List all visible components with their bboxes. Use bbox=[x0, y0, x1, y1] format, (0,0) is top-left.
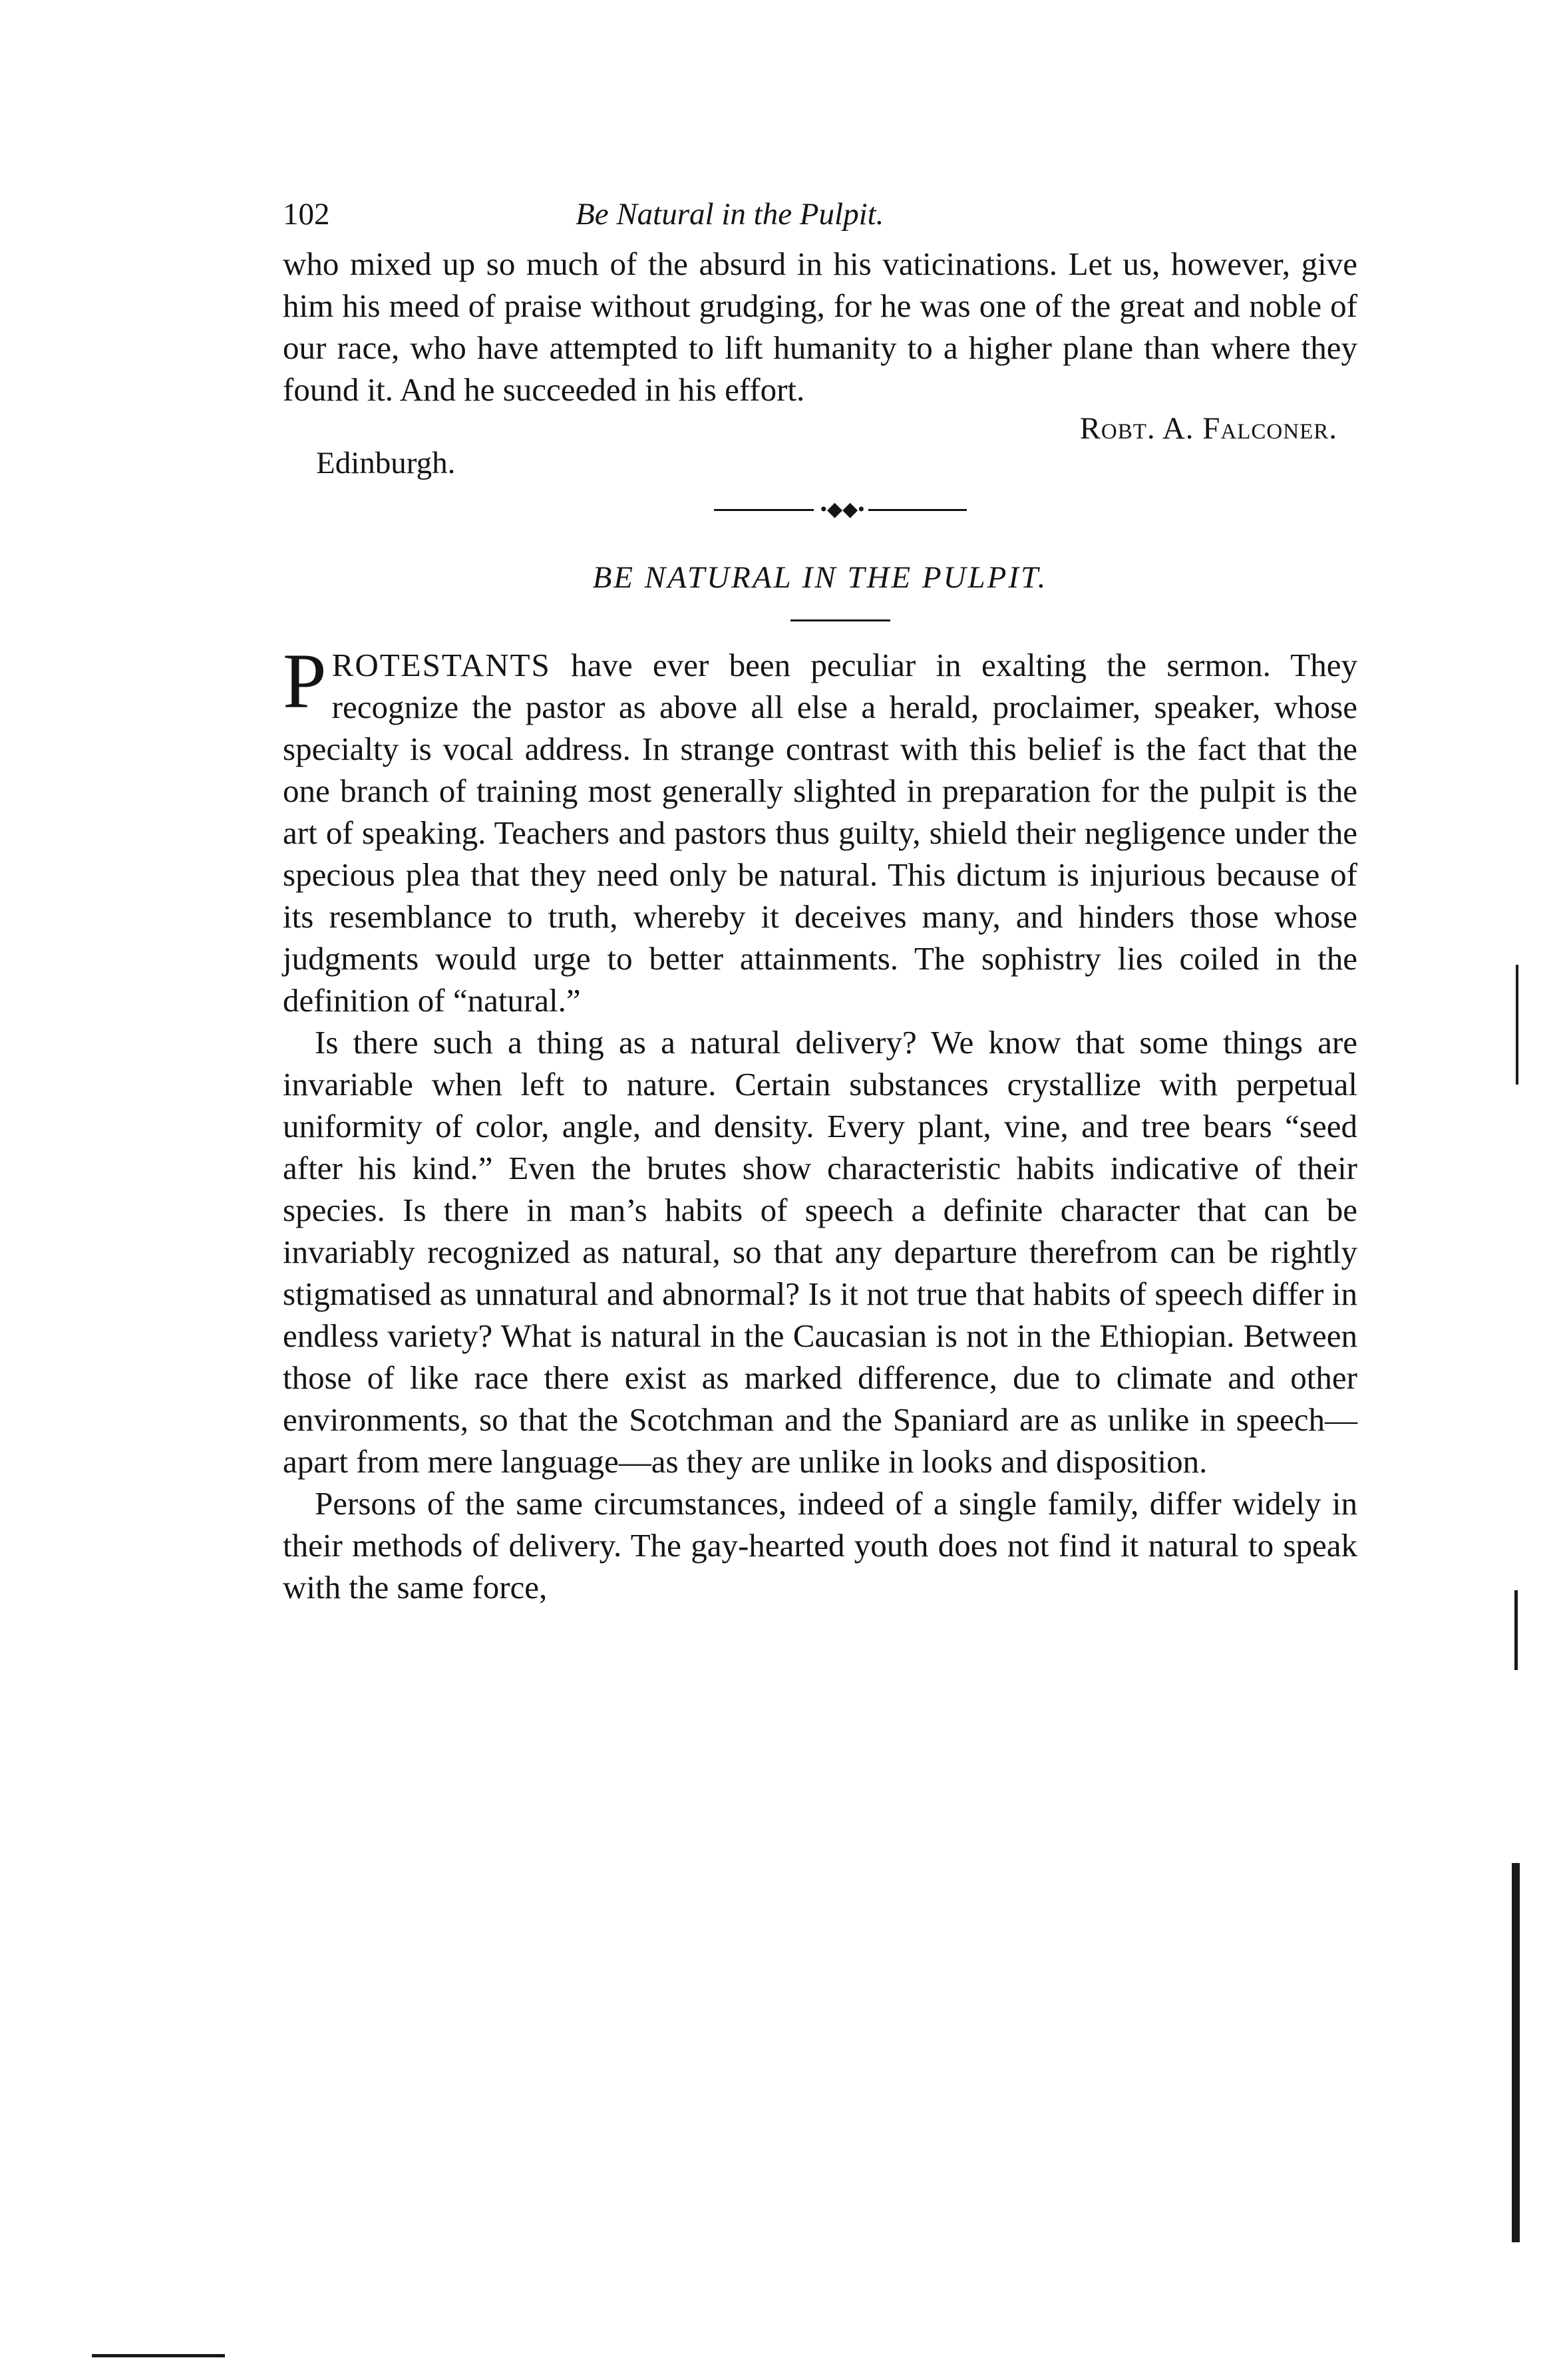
section-divider-ornament bbox=[714, 500, 967, 520]
running-header bbox=[283, 196, 1357, 243]
article-paragraph-2: Is there such a thing as a natural delivery? We know that some things are invariable when left to nature. Certain substances crystallize with perpetual uniformity of color, angle, and density. Every plant, vine, and tree bears “seed after his kind.” Even the brutes show characteristic habits indicative of their species. Is there in man’s habits of speech a definite character that can be invariably recognized as natural, so that any departure therefrom can be rightly stigmatised as unnatural and abnormal? Is it not true that habits of speech differ in endless variety? What is natural in the Caucasian is not in the Ethiopian. Between those of like race there exist as marked difference, due to climate and other environments, so that the Scotchman and the Spaniard are as unlike in speech—apart from mere language—as they are unlike in looks and disposition. bbox=[283, 1024, 1357, 1480]
article-body bbox=[283, 637, 1357, 1608]
right-margin-rule-lower bbox=[1512, 1863, 1520, 2242]
page-number: 102 bbox=[283, 197, 330, 232]
previous-article-closing-paragraph: who mixed up so much of the absurd in his vaticinations. Let us, however, give him his meed of praise without grudging, for he was one of the great and noble of our race, who have attempted to lift humanity to a higher plane than where they found it. And he succeeded in his effort. bbox=[283, 246, 1357, 408]
ornament-center-glyph: •◆◆• bbox=[820, 498, 865, 520]
right-margin-rule-middle bbox=[1514, 1590, 1518, 1670]
title-rule bbox=[790, 619, 890, 621]
running-title: Be Natural in the Pulpit. bbox=[576, 197, 884, 232]
lead-caps: ROTESTANTS bbox=[331, 647, 551, 683]
right-margin-rule-upper bbox=[1516, 965, 1518, 1085]
bottom-left-rule bbox=[92, 2354, 225, 2357]
ornament-left-rule bbox=[714, 509, 814, 511]
book-page bbox=[283, 196, 1357, 1608]
author-signature: Robt. A. Falconer. bbox=[1079, 411, 1337, 446]
drop-cap: P bbox=[283, 637, 327, 725]
paragraph-1-text: have ever been peculiar in exalting the sermon. They recognize the pastor as above all else a herald, proclaimer, speaker, whose specialty is vocal address. In strange contrast with this belief is the fact that the one branch of training most generally slighted in preparation for the pulpit is the art of speaking. Teachers and pastors thus guilty, shield their negligence under the specious plea that they need only be natural. This dictum is injurious because of its resemblance to truth, whereby it deceives many, and hinders those whose judgments would urge to better attainments. The sophistry lies coiled in the definition of “natural.” bbox=[283, 647, 1357, 1019]
signature-block bbox=[283, 411, 1357, 497]
article-paragraph-3: Persons of the same circumstances, indeed of a single family, differ widely in their methods of delivery. The gay-hearted youth does not find it natural to speak with the same force, bbox=[283, 1485, 1357, 1606]
author-place: Edinburgh. bbox=[316, 446, 456, 480]
article-paragraph-1 bbox=[283, 637, 1357, 1021]
ornament-right-rule bbox=[868, 509, 967, 511]
article-title: BE NATURAL IN THE PULPIT. bbox=[592, 560, 1048, 595]
